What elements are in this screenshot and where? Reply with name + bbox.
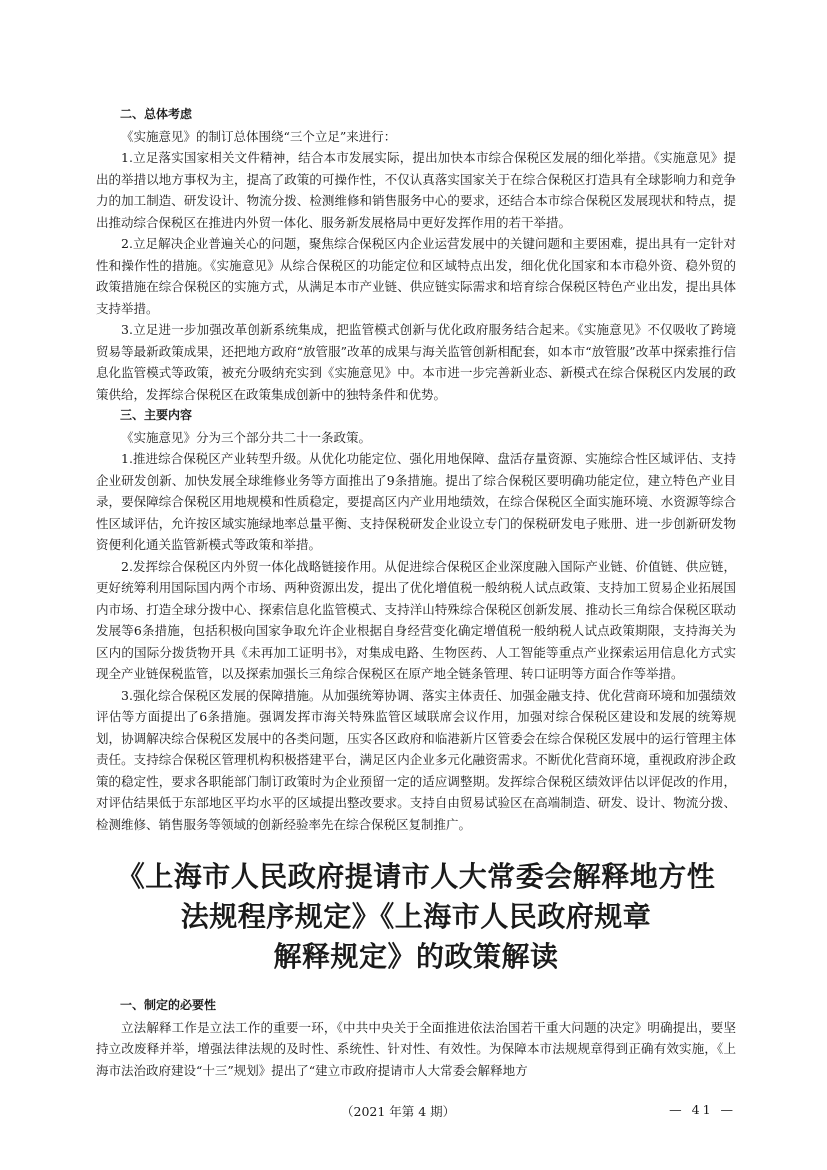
article-title-line: 《上海市人民政府提请市人大常委会解释地方性 — [116, 860, 716, 893]
paragraph: 3.强化综合保税区发展的保障措施。从加强统筹协调、落实主体责任、加强金融支持、优化营商环境和加强绩效评估等方面提出了6条措施。强调发挥市海关特殊监管区域联席会议作用，加强对综合保税区建设和发展的统筹规划，协调解决综合保税区发展中的各类问题，压实各区政府和临港新片区管委会在综合保税区发展中的运行管理主体责任。支持综合保税区管理机构积极搭建平台，满足区内企业多元化融资需求。不断优化营商环境，重视政府涉企政策的稳定性，要求各职能部门制订政策时为企业预留一定的适应调整期。发挥综合保税区绩效评估以评促改的作用，对评估结果低于东部地区平均水平的区域提出整改要求。支持自由贸易试验区在高端制造、研发、设计、物流分拨、检测维修、销售服务等领域的创新经验率先在综合保税区复制推广。 — [96, 687, 736, 832]
section-heading-main-content: 三、主要内容 — [120, 408, 193, 422]
article-title-line: 解释规定》的政策解读 — [273, 940, 559, 973]
page-number: — 41 — — [669, 1102, 736, 1117]
paragraph: 2.发挥综合保税区内外贸一体化战略链接作用。从促进综合保税区企业深度融入国际产业链、价值链、供应链，更好统筹利用国际国内两个市场、两种资源出发，提出了优化增值税一般纳税人试点政策、支持加工贸易企业拓展国内市场、打造全球分拨中心、探索信息化监管模式、支持洋山特殊综合保税区创新发展、推动长三角综合保税区联动发展等6条措施，包括积极向国家争取允许企业根据自身经营变化确定增值税一般纳税人试点政策期限，支持海关为区内的国际分拨货物开具《未再加工证明书》，对集成电路、生物医药、人工智能等重点产业探索运用信息化方式实现全产业链保税监管，以及探索加强长三角综合保税区在原产地全链条管理、转口证明等方面合作等举措。 — [96, 558, 736, 681]
paragraph: 《实施意见》的制订总体围绕“三个立足”来进行： — [121, 128, 397, 144]
paragraph: 1.立足落实国家相关文件精神，结合本市发展实际，提出加快本市综合保税区发展的细化举措。《实施意见》提出的举措以地方事权为主，提高了政策的可操作性，不仅认真落实国家关于在综合保税区打造具有全球影响力和竞争力的加工制造、研发设计、物流分拨、检测维修和销售服务中心的要求，还结合本市综合保税区发展现状和特点，提出推动综合保税区在推进内外贸一体化、服务新发展格局中更好发挥作用的若干举措。 — [96, 150, 736, 230]
paragraph: 2.立足解决企业普遍关心的问题，聚焦综合保税区内企业运营发展中的关键问题和主要困难，提出具有一定针对性和操作性的措施。《实施意见》从综合保税区的功能定位和区域特点出发，细化优化国家和本市稳外资、稳外贸的政策措施在综合保税区的实施方式，从满足本市产业链、供应链实际需求和培育综合保税区特色产业出发，提出具体支持举措。 — [96, 236, 736, 316]
paragraph: 《实施意见》分为三个部分共二十一条政策。 — [121, 429, 372, 445]
article-title — [96, 857, 736, 977]
page-content — [96, 104, 736, 1081]
paragraph: 3.立足进一步加强改革创新系统集成，把监管模式创新与优化政府服务结合起来。《实施意见》不仅吸收了跨境贸易等最新政策成果，还把地方政府“放管服”改革的成果与海关监管创新相配套，如本市“放管服”改革中探索推行信息化监管模式等政策，被充分吸纳充实到《实施意见》中。本市进一步完善新业态、新模式在综合保税区内发展的政策供给，发挥综合保税区在政策集成创新中的独特条件和优势。 — [96, 322, 736, 402]
paragraph: 立法解释工作是立法工作的重要一环，《中共中央关于全面推进依法治国若干重大问题的决定》明确提出，要坚持立改废释并举，增强法律法规的及时性、系统性、针对性、有效性。为保障本市法规规章得到正确有效实施，《上海市法治政府建设“十三”规划》提出了“建立市政府提请市人大常委会解释地方 — [96, 1019, 736, 1078]
section-heading-necessity: 一、制定的必要性 — [120, 998, 217, 1012]
issue-label: （2021 年第 4 期） — [341, 1104, 456, 1119]
section-heading-overall: 二、总体考虑 — [120, 107, 193, 121]
article-title-line: 法规程序规定》《上海市人民政府规章 — [180, 900, 652, 933]
paragraph: 1.推进综合保税区产业转型升级。从优化功能定位、强化用地保障、盘活存量资源、实施综合性区域评估、支持企业研发创新、加快发展全球维修业务等方面推出了9条措施。提出了综合保税区要明确功能定位，建立特色产业目录，要保障综合保税区用地规模和性质稳定，要提高区内产业用地绩效，在综合保税区全面实施环境、水资源等综合性区域评估，允许按区域实施绿地率总量平衡、支持保税研发企业设立专门的保税研发电子账册、进一步创新研发物资便利化通关监管新模式等政策和举措。 — [96, 451, 736, 552]
page-footer — [96, 1102, 736, 1122]
